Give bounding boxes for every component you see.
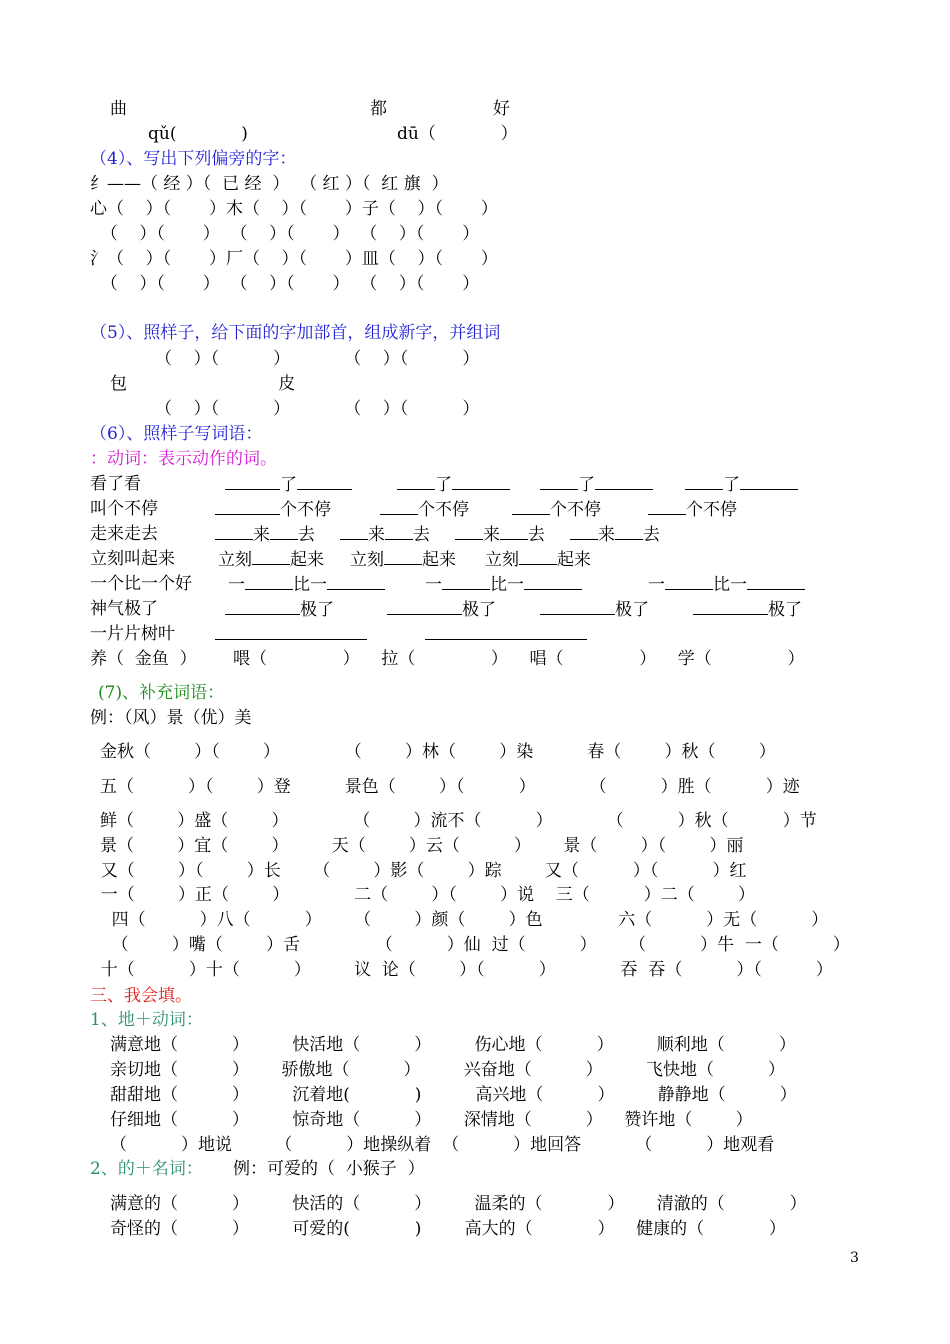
pattern-jile: 极了 <box>387 598 496 621</box>
example-word: 一个比一个好 <box>90 574 192 594</box>
section7-row: 十（ ）十（ ） 议 论（ ）（ ） 吞 吞（ ）（ ） <box>90 960 833 980</box>
section5-chars: 包 皮 <box>110 374 296 394</box>
sub1-row: 甜甜地（ ） 沉着地( ) 高兴地（ ） 静静地（ ） <box>110 1085 797 1105</box>
sub1-row: 亲切地（ ） 骄傲地（ ） 兴奋地（ ） 飞快地（ ） <box>110 1060 786 1080</box>
sub2-title: 2、的＋名词： <box>90 1159 203 1179</box>
pattern-jile: 极了 <box>693 598 802 621</box>
section4-row: 纟——（ 经 ）（ 已 经 ） （ 红 ）（ 红 旗 ） <box>90 174 449 194</box>
pattern-le: 了 <box>540 473 653 496</box>
example-word: 走来走去 <box>90 524 158 544</box>
pinyin-qu: qǔ( ) <box>148 124 248 144</box>
section4-title: （4）、写出下列偏旁的字： <box>90 149 297 169</box>
pattern-laiqu: 来 去 <box>340 523 430 546</box>
sub1-row: （ ）地说 （ ）地操纵着 （ ）地回答 （ ）地观看 <box>110 1135 775 1155</box>
section7-row: 五（ ）（ ）登 景色（ ）（ ） （ ）胜（ ）迹 <box>100 777 800 797</box>
section4-row: （ ）（ ） （ ）（ ） （ ）（ ） <box>90 224 480 244</box>
answer-line <box>425 623 587 646</box>
section7-row: （ ）嘴（ ）舌 （ ）仙 过（ ） （ ）牛 一（ ） <box>90 935 850 955</box>
section7-row: 又（ ）（ ）长 （ ）影（ ）踪 又（ ）（ ）红 <box>90 861 747 881</box>
pattern-yibiyi: 一 比一 <box>648 573 805 596</box>
pattern-le: 了 <box>685 473 798 496</box>
sub1-row: 满意地（ ） 快活地（ ） 伤心地（ ） 顺利地（ ） <box>110 1035 796 1055</box>
section7-row: 四（ ）八（ ） （ ）颜（ ）色 六（ ）无（ ） <box>90 910 829 930</box>
pattern-laiqu: 来 去 <box>570 523 660 546</box>
section4-row: （ ）（ ） （ ）（ ） （ ）（ ） <box>90 274 480 294</box>
pattern-gebuting: 个不停 <box>215 498 331 521</box>
section4-row: 心（ ）（ ）木（ ）（ ）子（ ）（ ） <box>90 199 498 219</box>
sub2-row: 满意的（ ） 快活的（ ） 温柔的（ ） 清澈的（ ） <box>110 1194 807 1214</box>
char-hao: 好 <box>493 99 510 119</box>
section7-row: 景（ ）宜（ ） 天（ ）云（ ） 景（ ）（ ）丽 <box>100 836 744 856</box>
example-word: 叫个不停 <box>90 499 158 519</box>
pattern-le: 了 <box>397 473 510 496</box>
section4-row: 氵（ ）（ ）厂（ ）（ ）皿（ ）（ ） <box>90 249 498 269</box>
sub1-row: 仔细地（ ） 惊奇地（ ） 深情地（ ） 赞许地（ ） <box>110 1110 753 1130</box>
example-word: 立刻叫起来 <box>90 549 175 569</box>
section7-row: 一（ ）正（ ） 二（ ）（ ）说 三（ ）二（ ） <box>90 885 755 905</box>
section-three-title: 三、我会填。 <box>90 986 192 1006</box>
example-word: 神气极了 <box>90 599 158 619</box>
pattern-laiqu: 来 去 <box>215 523 315 546</box>
char-qu: 曲 <box>110 99 127 119</box>
section6-note: ：动词：表示动作的词。 <box>90 449 277 469</box>
example-word: 看了看 <box>90 474 141 494</box>
section7-row: 金秋（ ）（ ） （ ）林（ ）染 春（ ）秋（ ） <box>100 742 776 762</box>
section5-blanks: （ ）（ ） （ ）（ ） <box>155 349 480 369</box>
pattern-yibiyi: 一 比一 <box>425 573 582 596</box>
pattern-gebuting: 个不停 <box>380 498 469 521</box>
section6-title: （6）、照样子写词语： <box>90 424 263 444</box>
pattern-jile: 极了 <box>225 598 334 621</box>
pattern-gebuting: 个不停 <box>648 498 737 521</box>
sub1-title: 1、地＋动词： <box>90 1010 203 1030</box>
answer-line <box>215 623 367 646</box>
verb-blanks: 喂（ ） 拉（ ） 唱（ ） 学（ ） <box>233 649 805 669</box>
pinyin-du: dū（ ） <box>397 124 518 144</box>
section7-title: (7)、补充词语： <box>98 683 225 703</box>
section7-example: 例：（风）景（优）美 <box>90 708 252 728</box>
example-word: 一片片树叶 <box>90 624 175 644</box>
char-dou: 都 <box>370 99 387 119</box>
section5-title: （5）、照样子，给下面的字加部首，组成新字，并组词 <box>90 323 501 343</box>
section7-row: 鲜（ ）盛（ ） （ ）流不（ ） （ ）秋（ ）节 <box>100 811 817 831</box>
example-word: 养（ 金鱼 ） <box>90 649 197 669</box>
pattern-yibiyi: 一 比一 <box>228 573 385 596</box>
pattern-gebuting: 个不停 <box>512 498 601 521</box>
pattern-like: 立刻 起来 <box>218 550 324 570</box>
sub2-row: 奇怪的（ ） 可爱的( ) 高大的（ ） 健康的（ ） <box>110 1219 786 1239</box>
pattern-like: 立刻 起来 <box>350 550 456 570</box>
sub2-example: 例：可爱的（ 小猴子 ） <box>233 1159 425 1179</box>
page-number: 3 <box>850 1250 859 1266</box>
pattern-like: 立刻 起来 <box>485 550 591 570</box>
pattern-laiqu: 来 去 <box>455 523 545 546</box>
pattern-le: 了 <box>225 473 352 496</box>
pattern-jile: 极了 <box>540 598 649 621</box>
section5-blanks: （ ）（ ） （ ）（ ） <box>155 399 480 419</box>
